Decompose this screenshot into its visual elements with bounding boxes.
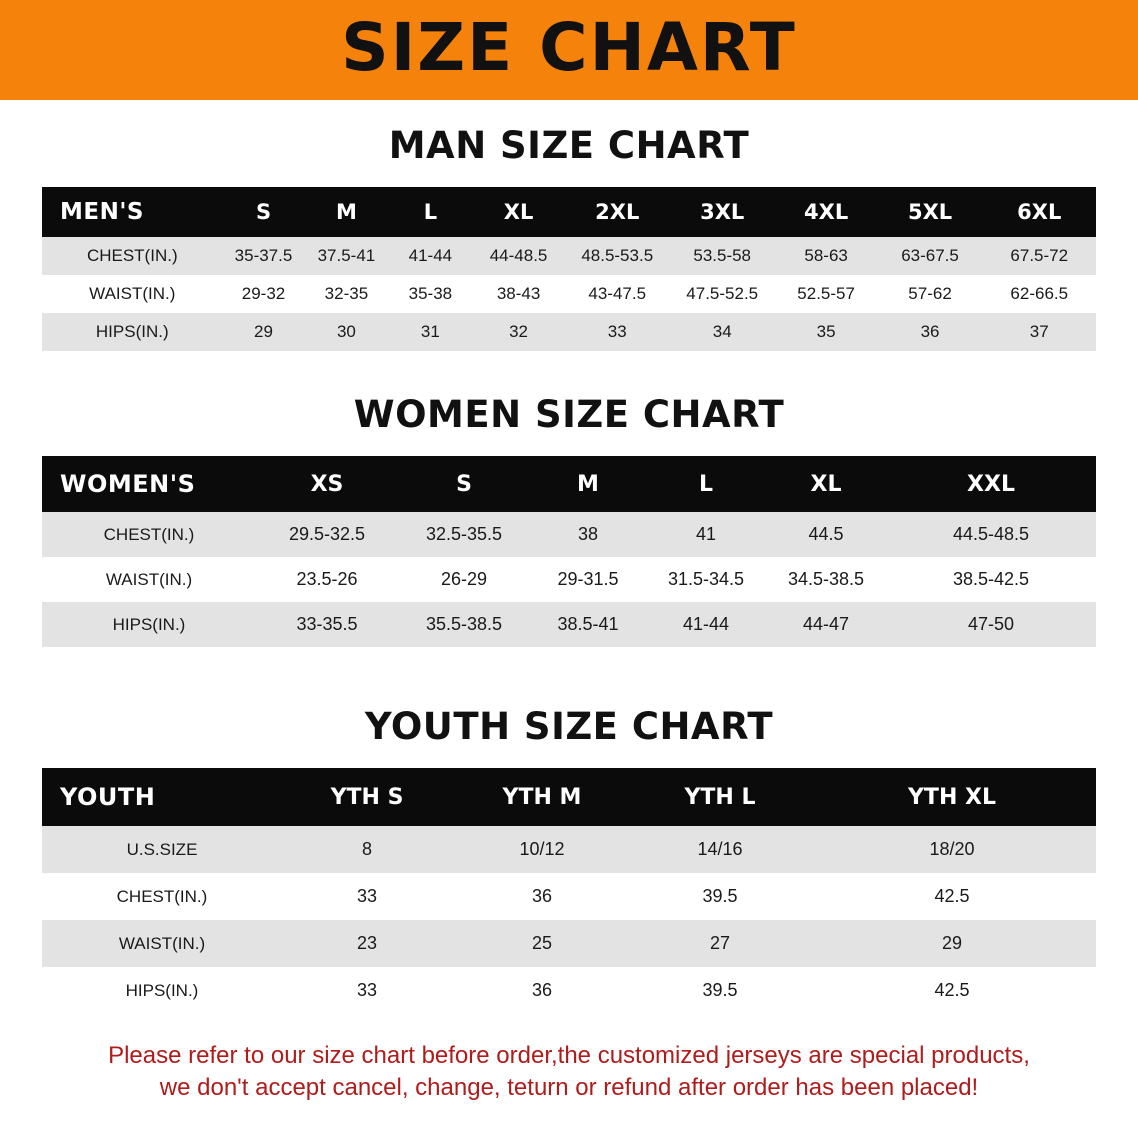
men-col-header-2: L <box>388 187 472 237</box>
table-row <box>42 313 1096 351</box>
women-size-table <box>42 456 1096 647</box>
men-cell-1-1: 32-35 <box>304 275 388 313</box>
youth-col-header-2: YTH L <box>632 768 808 826</box>
table-header-row <box>42 187 1096 237</box>
men-col-header-0: S <box>223 187 305 237</box>
women-cell-0-3: 41 <box>646 512 766 557</box>
youth-cell-2-1: 25 <box>452 920 632 967</box>
men-cell-0-7: 63-67.5 <box>878 237 983 275</box>
table-row <box>42 920 1096 967</box>
youth-cell-3-2: 39.5 <box>632 967 808 1014</box>
youth-cell-3-0: 33 <box>282 967 452 1014</box>
youth-col-header-0: YTH S <box>282 768 452 826</box>
men-cell-1-8: 62-66.5 <box>983 275 1096 313</box>
youth-cell-0-2: 14/16 <box>632 826 808 873</box>
men-cell-1-0: 29-32 <box>223 275 305 313</box>
men-cell-0-5: 53.5-58 <box>670 237 775 275</box>
men-cell-2-1: 30 <box>304 313 388 351</box>
men-row-label-1: WAIST(IN.) <box>42 275 223 313</box>
youth-size-table <box>42 768 1096 1014</box>
table-row <box>42 873 1096 920</box>
men-col-header-4: 2XL <box>565 187 670 237</box>
banner <box>0 0 1138 100</box>
youth-cell-2-3: 29 <box>808 920 1096 967</box>
men-cell-0-8: 67.5-72 <box>983 237 1096 275</box>
youth-cell-2-2: 27 <box>632 920 808 967</box>
women-table-wrap <box>42 456 1096 647</box>
women-cell-0-1: 32.5-35.5 <box>398 512 530 557</box>
table-header-row <box>42 768 1096 826</box>
men-col-header-3: XL <box>472 187 564 237</box>
men-cell-0-0: 35-37.5 <box>223 237 305 275</box>
men-col-header-6: 4XL <box>775 187 878 237</box>
women-cell-2-4: 44-47 <box>766 602 886 647</box>
women-cell-0-2: 38 <box>530 512 646 557</box>
men-cell-2-3: 32 <box>472 313 564 351</box>
men-size-table <box>42 187 1096 351</box>
women-cell-2-0: 33-35.5 <box>256 602 398 647</box>
men-corner-header: MEN'S <box>42 187 223 237</box>
youth-cell-1-0: 33 <box>282 873 452 920</box>
table-row <box>42 967 1096 1014</box>
men-cell-1-5: 47.5-52.5 <box>670 275 775 313</box>
women-cell-0-0: 29.5-32.5 <box>256 512 398 557</box>
youth-cell-1-3: 42.5 <box>808 873 1096 920</box>
men-cell-1-6: 52.5-57 <box>775 275 878 313</box>
women-cell-0-4: 44.5 <box>766 512 886 557</box>
youth-cell-3-1: 36 <box>452 967 632 1014</box>
youth-row-label-1: CHEST(IN.) <box>42 873 282 920</box>
table-header-row <box>42 456 1096 512</box>
men-cell-2-0: 29 <box>223 313 305 351</box>
youth-cell-3-3: 42.5 <box>808 967 1096 1014</box>
women-col-header-0: XS <box>256 456 398 512</box>
youth-cell-1-2: 39.5 <box>632 873 808 920</box>
women-cell-1-4: 34.5-38.5 <box>766 557 886 602</box>
table-row <box>42 237 1096 275</box>
men-cell-1-4: 43-47.5 <box>565 275 670 313</box>
men-cell-2-5: 34 <box>670 313 775 351</box>
youth-row-label-2: WAIST(IN.) <box>42 920 282 967</box>
women-row-label-2: HIPS(IN.) <box>42 602 256 647</box>
men-cell-0-4: 48.5-53.5 <box>565 237 670 275</box>
men-cell-0-1: 37.5-41 <box>304 237 388 275</box>
women-cell-1-0: 23.5-26 <box>256 557 398 602</box>
women-cell-2-2: 38.5-41 <box>530 602 646 647</box>
women-cell-2-3: 41-44 <box>646 602 766 647</box>
women-col-header-2: M <box>530 456 646 512</box>
women-row-label-0: CHEST(IN.) <box>42 512 256 557</box>
men-col-header-1: M <box>304 187 388 237</box>
men-cell-1-2: 35-38 <box>388 275 472 313</box>
women-section-heading: WOMEN SIZE CHART <box>353 393 785 436</box>
youth-cell-0-3: 18/20 <box>808 826 1096 873</box>
women-corner-header: WOMEN'S <box>42 456 256 512</box>
page-title: SIZE CHART <box>341 9 797 86</box>
women-cell-1-2: 29-31.5 <box>530 557 646 602</box>
youth-cell-0-1: 10/12 <box>452 826 632 873</box>
women-col-header-4: XL <box>766 456 886 512</box>
men-col-header-8: 6XL <box>983 187 1096 237</box>
men-cell-2-2: 31 <box>388 313 472 351</box>
men-cell-2-4: 33 <box>565 313 670 351</box>
men-cell-2-8: 37 <box>983 313 1096 351</box>
table-row <box>42 275 1096 313</box>
women-cell-1-1: 26-29 <box>398 557 530 602</box>
youth-cell-0-0: 8 <box>282 826 452 873</box>
women-cell-1-5: 38.5-42.5 <box>886 557 1096 602</box>
youth-row-label-3: HIPS(IN.) <box>42 967 282 1014</box>
table-row <box>42 557 1096 602</box>
men-col-header-7: 5XL <box>878 187 983 237</box>
women-cell-0-5: 44.5-48.5 <box>886 512 1096 557</box>
man-section-heading: MAN SIZE CHART <box>388 124 750 167</box>
men-row-label-0: CHEST(IN.) <box>42 237 223 275</box>
youth-col-header-1: YTH M <box>452 768 632 826</box>
men-cell-1-3: 38-43 <box>472 275 564 313</box>
youth-corner-header: YOUTH <box>42 768 282 826</box>
table-row <box>42 512 1096 557</box>
youth-cell-1-1: 36 <box>452 873 632 920</box>
women-row-label-1: WAIST(IN.) <box>42 557 256 602</box>
women-col-header-3: L <box>646 456 766 512</box>
women-cell-2-1: 35.5-38.5 <box>398 602 530 647</box>
man-table-wrap <box>42 187 1096 351</box>
return-policy-note <box>40 1040 1098 1105</box>
table-row <box>42 826 1096 873</box>
note-line-2: we don't accept cancel, change, teturn or refund after order has been placed! <box>159 1074 979 1102</box>
men-col-header-5: 3XL <box>670 187 775 237</box>
youth-table-wrap <box>42 768 1096 1014</box>
women-cell-1-3: 31.5-34.5 <box>646 557 766 602</box>
women-col-header-5: XXL <box>886 456 1096 512</box>
women-cell-2-5: 47-50 <box>886 602 1096 647</box>
men-cell-1-7: 57-62 <box>878 275 983 313</box>
youth-section-heading: YOUTH SIZE CHART <box>364 705 774 748</box>
youth-col-header-3: YTH XL <box>808 768 1096 826</box>
men-row-label-2: HIPS(IN.) <box>42 313 223 351</box>
table-row <box>42 602 1096 647</box>
men-cell-0-3: 44-48.5 <box>472 237 564 275</box>
note-line-1: Please refer to our size chart before order,the customized jerseys are special products, <box>108 1042 1030 1069</box>
women-col-header-1: S <box>398 456 530 512</box>
men-cell-0-6: 58-63 <box>775 237 878 275</box>
men-cell-2-6: 35 <box>775 313 878 351</box>
men-cell-0-2: 41-44 <box>388 237 472 275</box>
men-cell-2-7: 36 <box>878 313 983 351</box>
youth-cell-2-0: 23 <box>282 920 452 967</box>
youth-row-label-0: U.S.SIZE <box>42 826 282 873</box>
